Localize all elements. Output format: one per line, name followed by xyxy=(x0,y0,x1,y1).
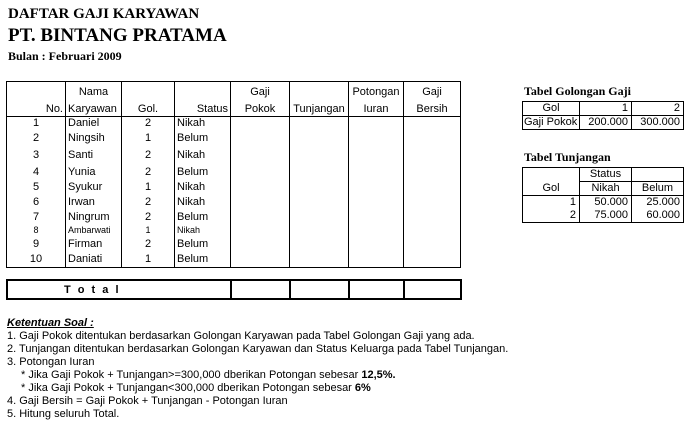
header-bersih: Bersih xyxy=(404,99,461,117)
cell-nama: Irwan xyxy=(66,194,122,211)
golongan-table xyxy=(522,101,684,130)
cell-nama: Ningsih xyxy=(66,130,122,147)
cell-no: 10 xyxy=(7,252,66,267)
tunjangan-title: Tabel Tunjangan xyxy=(524,150,611,164)
golongan-gol-label: Gol xyxy=(523,102,580,116)
tunjangan-value: 25.000 xyxy=(632,196,684,210)
tunjangan-table xyxy=(522,167,684,223)
table-row xyxy=(7,130,461,147)
cell-gol: 2 xyxy=(122,117,175,131)
tunjangan-gol: 2 xyxy=(523,209,580,223)
tunjangan-value: 50.000 xyxy=(580,196,632,210)
table-row xyxy=(7,237,461,252)
header-top: Nama xyxy=(66,82,122,100)
table-row xyxy=(7,224,461,237)
cell-nama: Santi xyxy=(66,147,122,164)
tunjangan-status-label: Status xyxy=(580,168,632,182)
cell-gol: 2 xyxy=(122,194,175,211)
golongan-title: Tabel Golongan Gaji xyxy=(524,84,631,98)
cell-status: Belum xyxy=(175,211,231,224)
ketentuan-section xyxy=(7,317,508,421)
header-top xyxy=(122,82,175,100)
header-gol: Gol. xyxy=(122,99,175,117)
table-row xyxy=(7,164,461,181)
table-row xyxy=(7,147,461,164)
cell-gol: 2 xyxy=(122,164,175,181)
header-no: No. xyxy=(7,99,66,117)
header-pokok: Pokok xyxy=(231,99,290,117)
cell-no: 2 xyxy=(7,130,66,147)
table-row xyxy=(7,194,461,211)
tunjangan-value: 75.000 xyxy=(580,209,632,223)
cell-no: 4 xyxy=(7,164,66,181)
cell-status: Nikah xyxy=(175,194,231,211)
tunjangan-gol-label: Gol xyxy=(523,168,580,196)
total-row xyxy=(6,279,462,300)
header-top xyxy=(290,82,349,100)
cell-nama: Daniel xyxy=(66,117,122,131)
cell-no: 8 xyxy=(7,224,66,237)
ketentuan-line: 3. Potongan Iuran xyxy=(7,356,95,368)
table-row xyxy=(7,252,461,267)
ketentuan-line: 5. Hitung seluruh Total. xyxy=(7,408,120,420)
ketentuan-line: 1. Gaji Pokok ditentukan berdasarkan Golongan Karyawan pada Tabel Golongan Gaji yang ada. xyxy=(7,330,475,342)
cell-gol: 2 xyxy=(122,237,175,252)
header-top: Gaji xyxy=(231,82,290,100)
cell-gol: 2 xyxy=(122,211,175,224)
cell-gol: 1 xyxy=(122,252,175,267)
cell-gol: 2 xyxy=(122,147,175,164)
ketentuan-subline: * Jika Gaji Pokok + Tunjangan<300,000 dberikan Potongan sebesar 6% xyxy=(21,382,371,394)
cell-status: Belum xyxy=(175,130,231,147)
salary-table xyxy=(6,81,461,268)
cell-status: Nikah xyxy=(175,117,231,131)
ketentuan-subline: * Jika Gaji Pokok + Tunjangan>=300,000 dberikan Potongan sebesar 12,5%. xyxy=(21,369,396,381)
header-tunjangan: Tunjangan xyxy=(290,99,349,117)
total-label: T o t a l xyxy=(7,280,231,299)
cell-gol: 1 xyxy=(122,181,175,194)
cell-nama: Ningrum xyxy=(66,211,122,224)
golongan-col: 1 xyxy=(580,102,632,116)
cell-status: Belum xyxy=(175,252,231,267)
cell-no: 9 xyxy=(7,237,66,252)
cell-nama: Firman xyxy=(66,237,122,252)
header-status: Status xyxy=(175,99,231,117)
ketentuan-line: 4. Gaji Bersih = Gaji Pokok + Tunjangan - Potongan Iuran xyxy=(7,395,288,407)
title-daftar-gaji: DAFTAR GAJI KARYAWAN xyxy=(8,6,200,22)
table-row xyxy=(7,117,461,131)
header-top xyxy=(175,82,231,100)
header-top xyxy=(7,82,66,100)
cell-nama: Ambarwati xyxy=(66,224,122,237)
cell-status: Belum xyxy=(175,237,231,252)
golongan-col: 2 xyxy=(632,102,684,116)
cell-no: 7 xyxy=(7,211,66,224)
cell-gol: 1 xyxy=(122,130,175,147)
table-row xyxy=(7,181,461,194)
tunjangan-value: 60.000 xyxy=(632,209,684,223)
cell-status: Nikah xyxy=(175,181,231,194)
title-bulan: Bulan : Februari 2009 xyxy=(8,49,122,63)
golongan-row-label: Gaji Pokok xyxy=(523,116,580,130)
tunjangan-gol: 1 xyxy=(523,196,580,210)
cell-status: Belum xyxy=(175,164,231,181)
cell-status: Nikah xyxy=(175,224,231,237)
header-top: Potongan xyxy=(349,82,404,100)
cell-no: 6 xyxy=(7,194,66,211)
cell-no: 5 xyxy=(7,181,66,194)
cell-nama: Syukur xyxy=(66,181,122,194)
cell-nama: Yunia xyxy=(66,164,122,181)
golongan-value: 300.000 xyxy=(632,116,684,130)
tunjangan-col: Belum xyxy=(632,182,684,196)
tunjangan-col: Nikah xyxy=(580,182,632,196)
header-nama: Karyawan xyxy=(66,99,122,117)
header-iuran: Iuran xyxy=(349,99,404,117)
cell-gol: 1 xyxy=(122,224,175,237)
ketentuan-line: 2. Tunjangan ditentukan berdasarkan Golongan Karyawan dan Status Keluarga pada Tabel Tunjangan. xyxy=(7,343,509,355)
cell-no: 1 xyxy=(7,117,66,131)
ketentuan-title: Ketentuan Soal : xyxy=(7,317,94,329)
golongan-value: 200.000 xyxy=(580,116,632,130)
title-company: PT. BINTANG PRATAMA xyxy=(8,25,227,46)
cell-no: 3 xyxy=(7,147,66,164)
table-row xyxy=(7,211,461,224)
cell-status: Nikah xyxy=(175,147,231,164)
header-top: Gaji xyxy=(404,82,461,100)
cell-nama: Daniati xyxy=(66,252,122,267)
